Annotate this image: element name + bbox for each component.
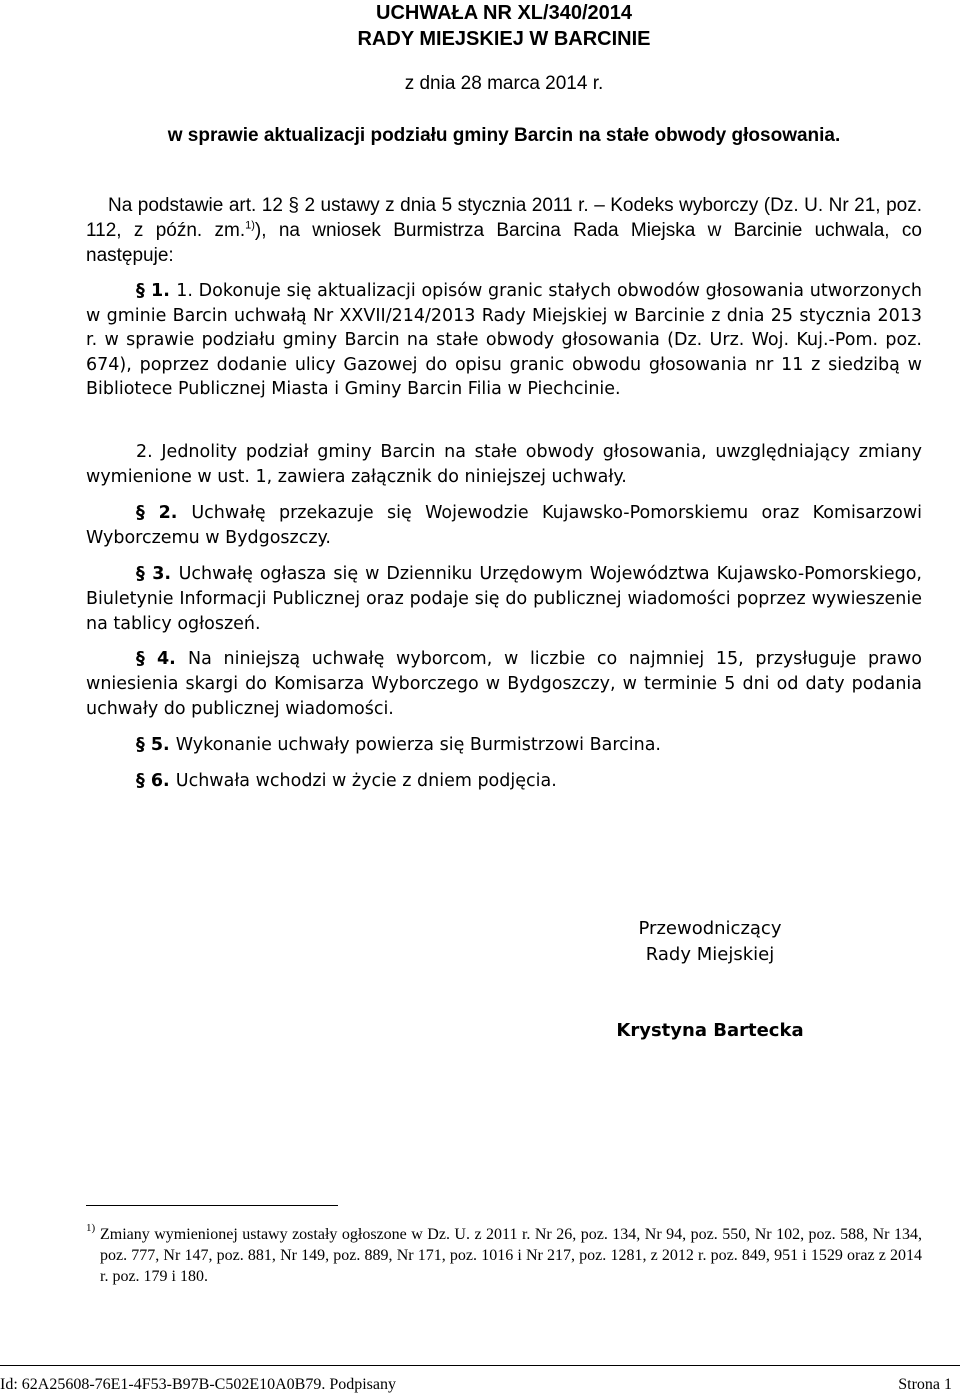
paragraph-6 [86, 769, 922, 794]
document-id: Id: 62A25608-76E1-4F53-B97B-C502E10A0B79. Podpisany [0, 1376, 396, 1393]
footnote [86, 1224, 922, 1287]
paragraph-1 [86, 279, 922, 402]
paragraph-3-heading: § 3. [136, 564, 179, 584]
paragraph-6-text: Uchwała wchodzi w życie z dniem podjęcia. [175, 771, 557, 791]
footnote-text: Zmiany wymienionej ustawy zostały ogłoszone w Dz. U. z 2011 r. Nr 26, poz. 134, Nr 94, poz. 550, Nr 102, poz. 588, Nr 134, poz. 777, Nr 147, poz. 881, Nr 149, poz. 889, Nr 171, poz. 1016 i Nr 217, poz. 1281, z 2012 r. poz. 849, 951 i 1529 oraz z 2014 r. poz. 179 i 180. [100, 1226, 922, 1285]
paragraph-6-heading: § 6. [136, 771, 176, 791]
paragraph-2-heading: § 2. [136, 503, 192, 523]
paragraph-1-ust-1-text: Dokonuje się aktualizacji opisów granic stałych obwodów głosowania utworzonych w gminie Barcin uchwałą Nr XXVII/214/2013 Rady Miejskiej w Barcinie z dnia 25 stycznia 2013 r. w sprawie podziału gminy Barcin na stałe obwody głosowania (Dz. Urz. Woj. Kuj.-Pom. poz. 674), poprzez dodanie ulicy Gazowej do opisu granic obwodu głosowania nr 11 z siedzibą w Bibliotece Publicznej Miasta i Gminy Barcin Filia w Piechcinie. [86, 281, 922, 399]
footnote-reference: 1) [245, 219, 255, 232]
paragraph-4-text: Na niniejszą uchwałę wyborcom, w liczbie co najmniej 15, przysługuje prawo wniesienia skargi do Komisarza Wyborczego w Bydgoszczy, w terminie 5 dni od daty podania uchwały do publicznej wiadomości. [86, 649, 922, 719]
title-line-1: UCHWAŁA NR XL/340/2014 [376, 2, 632, 24]
paragraph-3-text: Uchwałę ogłasza się w Dzienniku Urzędowym Województwa Kujawsko-Pomorskiego, Biuletynie Informacji Publicznej oraz podaje się do publicznej wiadomości poprzez wywieszenie na tablicy ogłoszeń. [86, 564, 922, 634]
paragraph-4-heading: § 4. [136, 649, 189, 669]
signature-block [560, 916, 860, 1044]
paragraph-1-heading: § 1. [136, 281, 177, 301]
preamble-text-end: ), na wniosek Burmistrza Barcina Rada Miejska w Barcinie uchwala, co następuje: [86, 220, 922, 266]
paragraph-2 [86, 501, 922, 550]
document-title [0, 0, 960, 52]
paragraph-1-ust-2 [86, 440, 922, 489]
page-number: Strona 1 [898, 1376, 952, 1393]
paragraph-5-heading: § 5. [136, 735, 176, 755]
paragraph-5-text: Wykonanie uchwały powierza się Burmistrzowi Barcina. [175, 735, 661, 755]
signature-role-line-1: Przewodniczący [638, 918, 782, 939]
paragraph-1-ust-1-label: 1. [176, 281, 199, 301]
preamble-text-start: Na podstawie art. 12 § 2 ustawy z dnia 5 stycznia 2011 r. – Kodeks wyborczy (Dz. U. Nr 21, poz. 112, z późn. zm. [86, 195, 922, 241]
paragraph-1-ust-2-text: Jednolity podział gminy Barcin na stałe obwody głosowania, uwzględniający zmiany wymienione w ust. 1, zawiera załącznik do niniejszej uchwały. [86, 442, 922, 487]
document-date: z dnia 28 marca 2014 r. [404, 73, 604, 94]
footer-separator [0, 1365, 960, 1366]
preamble [86, 193, 922, 268]
title-line-2: RADY MIEJSKIEJ W BARCINIE [357, 28, 651, 50]
paragraph-1-ust-2-label: 2. [136, 442, 162, 462]
footnote-mark: 1) [86, 1222, 96, 1234]
footnote-separator [86, 1205, 338, 1206]
signature-role-line-2: Rady Miejskiej [645, 944, 775, 965]
signatory-name: Krystyna Bartecka [616, 1020, 804, 1041]
document-subject: w sprawie aktualizacji podziału gminy Barcin na stałe obwody głosowania. [167, 125, 841, 146]
paragraph-2-text: Uchwałę przekazuje się Wojewodzie Kujawsko-Pomorskiemu oraz Komisarzowi Wyborczemu w Bydgoszczy. [86, 503, 922, 548]
paragraph-4 [86, 647, 922, 722]
paragraph-3 [86, 562, 922, 637]
paragraph-5 [86, 733, 922, 758]
